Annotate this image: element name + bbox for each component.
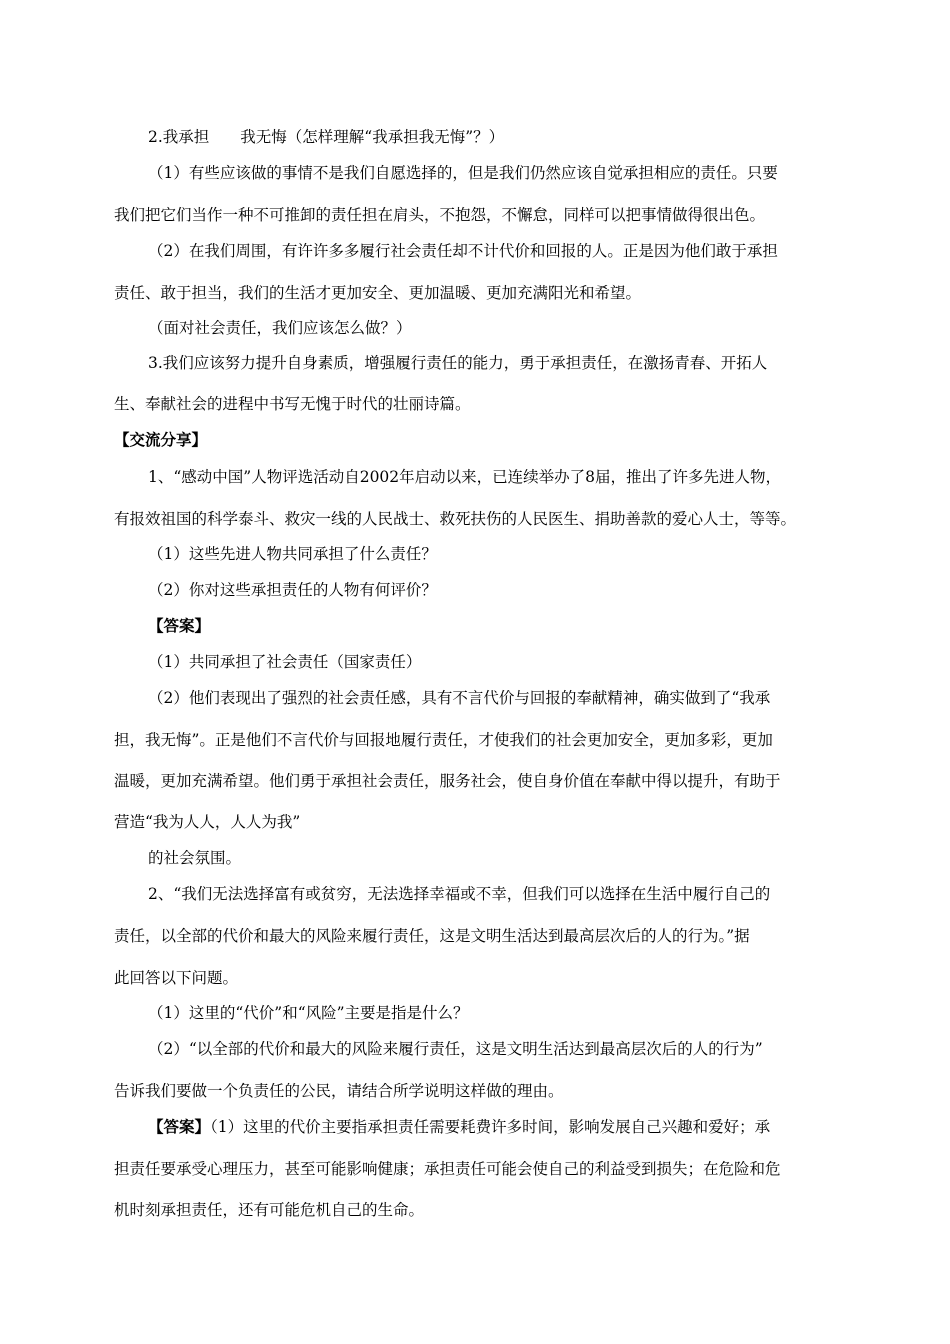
paragraph-line: 有报效祖国的科学泰斗、救灾一线的人民战士、救死扶伤的人民医生、捐助善款的爱心人士，等等。 [114,510,797,528]
answer-line: （1）共同承担了社会责任（国家责任） [148,653,422,671]
paragraph-line: 2、“我们无法选择富有或贫穷，无法选择幸福或不幸，但我们可以选择在生活中履行自己的 [148,885,771,903]
answer-block [148,1117,770,1137]
question-line: （1）这些先进人物共同承担了什么责任？ [148,545,437,563]
answer-line: （2）他们表现出了强烈的社会责任感，具有不言代价与回报的奉献精神，确实做到了“我承 [148,689,771,707]
answer-line: 机时刻承担责任，还有可能危机自己的生命。 [114,1201,425,1219]
answer-heading: 【答案】 [148,1117,211,1136]
answer-line: （1）这里的代价主要指承担责任需要耗费许多时间，影响发展自己兴趣和爱好；承 [210,1118,771,1136]
paragraph-line: （2）在我们周围，有许许多多履行社会责任却不计代价和回报的人。正是因为他们敢于承担 [148,242,778,260]
answer-line: 担，我无悔”。正是他们不言代价与回报地履行责任，才使我们的社会更加安全，更加多彩，更加 [114,731,773,749]
paragraph-line: 生、奉献社会的进程中书写无愧于时代的壮丽诗篇。 [114,395,471,413]
paragraph-line: 1、“感动中国”人物评选活动自2002年启动以来，已连续举办了8届，推出了许多先进人物， [148,468,782,486]
exchange-heading: 【交流分享】 [114,430,208,449]
paragraph-line: 责任，以全部的代价和最大的风险来履行责任，这是文明生活达到最高层次后的人的行为。”据 [114,927,750,945]
paragraph-line: 我们把它们当作一种不可推卸的责任担在肩头，不抱怨，不懈怠，同样可以把事情做得很出色。 [114,206,766,224]
paragraph-line: 责任、敢于担当，我们的生活才更加安全、更加温暖、更加充满阳光和希望。 [114,284,642,302]
answer-heading: 【答案】 [148,616,211,635]
question-line: （面对社会责任，我们应该怎么做？） [148,319,412,337]
paragraph-line: （1）有些应该做的事情不是我们自愿选择的，但是我们仍然应该自觉承担相应的责任。只要 [148,164,778,182]
question-line: （2）你对这些承担责任的人物有何评价？ [148,581,437,599]
answer-line: 担责任要承受心理压力，甚至可能影响健康；承担责任可能会使自己的利益受到损失；在危险和危 [114,1160,781,1178]
answer-line: 温暖，更加充满希望。他们勇于承担社会责任，服务社会，使自身价值在奉献中得以提升，有助于 [114,772,781,790]
question-line: 告诉我们要做一个负责任的公民，请结合所学说明这样做的理由。 [114,1082,564,1100]
answer-line: 营造“我为人人，人人为我” [114,813,301,831]
paragraph-line: 此回答以下问题。 [114,969,239,987]
paragraph-line: 3.我们应该努力提升自身素质，增强履行责任的能力，勇于承担责任，在激扬青春、开拓人 [148,354,768,372]
question-line: （1）这里的“代价”和“风险”主要是指是什么？ [148,1004,469,1022]
section-heading: 2.我承担 我无悔（怎样理解“我承担我无悔”？） [148,128,505,146]
question-line: （2）“以全部的代价和最大的风险来履行责任，这是文明生活达到最高层次后的人的行为” [148,1040,763,1058]
answer-line: 的社会氛围。 [148,849,242,867]
